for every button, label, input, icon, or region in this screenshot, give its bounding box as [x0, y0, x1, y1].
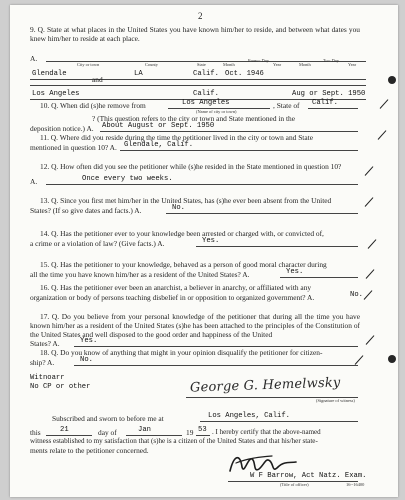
q9-header-from-month: Month	[223, 62, 235, 67]
q9-row1-city: Glendale	[32, 70, 67, 78]
q9-row2-city: Los Angeles	[32, 90, 80, 98]
witness-signature: George G. Hemelwsky	[189, 375, 341, 396]
q16-answer: No.	[350, 291, 363, 299]
q9-row1-state: Calif.	[193, 70, 219, 78]
binder-hole-bottom	[388, 355, 396, 363]
q11-text2: mentioned in question 10? A.	[30, 143, 117, 152]
q10-note2: deposition notice.) A.	[30, 124, 94, 133]
q17-answer: Yes.	[80, 337, 98, 345]
jurat-certify2: witness established to my satisfaction that (s)he is a citizen of the United States and that his/her state-	[30, 437, 318, 445]
question-9-answer-prefix: A.	[30, 54, 38, 63]
q10-answer-state: Calif.	[312, 99, 338, 107]
q11-text: 11. Q. Where did you reside during the time the petitioner lived in the city or town and State	[40, 133, 313, 142]
q9-row1-county: LA	[134, 70, 143, 78]
q13-text2: States? (If so give dates and facts.) A.	[30, 206, 142, 215]
examiner-title-caption: (Title of officer)	[280, 482, 309, 487]
jurat-year: 53	[198, 426, 207, 434]
jurat-text: Subscribed and sworn to before me at	[52, 414, 164, 423]
q18-text: 18. Q. Do you know of anything that might in your opinion disqualify the petitioner for citizen-	[40, 348, 323, 357]
q17-text: 17. Q. Do you believe from your personal knowledge of the petitioner that during all the time you have known him/her as a resident of the United States (s)he has been attached to the principles of the Constitution of the United States and well disposed to the good order and happiness of the United	[30, 312, 360, 339]
check-mark	[355, 355, 364, 365]
check-mark	[366, 269, 375, 279]
q16-text: 16. Q. Has the petitioner ever been an anarchist, a believer in anarchy, or affiliated with any	[40, 283, 312, 292]
q16-text2: organization or body of persons teaching disbelief in or opposition to organized government? A.	[30, 293, 315, 302]
q13-answer: No.	[172, 204, 185, 212]
witness-signature-caption: (Signature of witness)	[316, 398, 355, 403]
q14-answer: Yes.	[202, 237, 220, 245]
q14-text: 14. Q. Has the petitioner ever to your knowledge been arrested or charged with, or convicted of,	[40, 229, 324, 238]
check-mark	[368, 239, 377, 249]
check-mark	[380, 99, 389, 109]
witness-note-line1: Witnoarr	[30, 374, 65, 382]
examiner-typed-name: W F Barrow, Act Natz. Exam.	[250, 472, 367, 480]
binder-hole-top	[388, 76, 396, 84]
q9-header-state: State	[197, 62, 206, 67]
q9-row2-state: Calif.	[193, 90, 219, 98]
witness-note-line2: No CP or other	[30, 383, 91, 391]
q9-and: and	[92, 75, 103, 84]
jurat-certify3: ments relate to the petitioner concerned.	[30, 446, 149, 455]
q9-header-county: County	[145, 62, 158, 67]
jurat-day: 21	[60, 426, 69, 434]
q10-state-label: , State of	[273, 101, 300, 110]
q18-text2: ship? A.	[30, 358, 55, 367]
q9-row2-from: Aug or Sept. 1950	[292, 90, 366, 98]
q17-text2: States? A.	[30, 339, 60, 348]
q9-header-from-year: Year	[273, 62, 282, 67]
q9-header-city: City or town	[77, 62, 100, 67]
q10-note: ? (This question refers to the city or town and State mentioned in the	[92, 114, 295, 123]
q15-text2: all the time you have known him/her as a resident of the United States? A.	[30, 270, 250, 279]
jurat-this-label: this	[30, 428, 41, 437]
q9-row1-from: Oct. 1946	[225, 70, 264, 78]
q12-text: 12. Q. How often did you see the petitioner while (s)he resided in the State mentioned in question 10?	[40, 162, 342, 171]
q18-answer: No.	[80, 356, 93, 364]
q9-header-to-month: Month	[299, 62, 311, 67]
q10-answer: About August or Sept. 1950	[102, 122, 215, 130]
q10-answer-from: Los Angeles	[182, 99, 230, 107]
jurat-place: Los Angeles, Calif.	[208, 412, 290, 420]
q10-city-hint: (Name of city or town)	[196, 109, 237, 114]
q14-text2: a crime or a violation of law? (Give facts.) A.	[30, 239, 165, 248]
question-9-text: 9. Q. State at what places in the United States you have known him/her to reside, and between what dates you knew him/her to reside at each place.	[30, 25, 360, 43]
q15-answer: Yes.	[286, 268, 304, 276]
q10-text: 10. Q. When did (s)he remove from	[40, 101, 146, 110]
q12-answer: Once every two weeks.	[82, 175, 173, 183]
q15-text: 15. Q. Has the petitioner to your knowledge, behaved as a person of good moral character during	[40, 260, 327, 269]
page-number: 2	[198, 11, 203, 21]
q9-header-to-year: Year	[348, 62, 357, 67]
jurat-month: Jan	[138, 426, 151, 434]
form-code: 16--16400	[346, 482, 365, 487]
q12-answer-prefix: A.	[30, 177, 38, 186]
jurat-certify: . I hereby certify that the above-named	[212, 428, 321, 436]
jurat-day-of-label: day of	[98, 428, 117, 437]
jurat-year-prefix: 19	[186, 428, 194, 437]
q13-text: 13. Q. Since you first met him/her in the United States, has (s)he ever been absent from the United	[40, 196, 332, 205]
q9-header-from-day: From-- Day	[248, 58, 269, 63]
check-mark	[378, 130, 387, 140]
check-mark	[364, 290, 373, 300]
deposition-page	[10, 5, 398, 497]
check-mark	[365, 197, 374, 207]
check-mark	[365, 166, 374, 176]
check-mark	[366, 335, 375, 345]
q9-header-to-day: To-- Day	[323, 58, 339, 63]
q11-answer: Glendale, Calif.	[124, 141, 194, 149]
